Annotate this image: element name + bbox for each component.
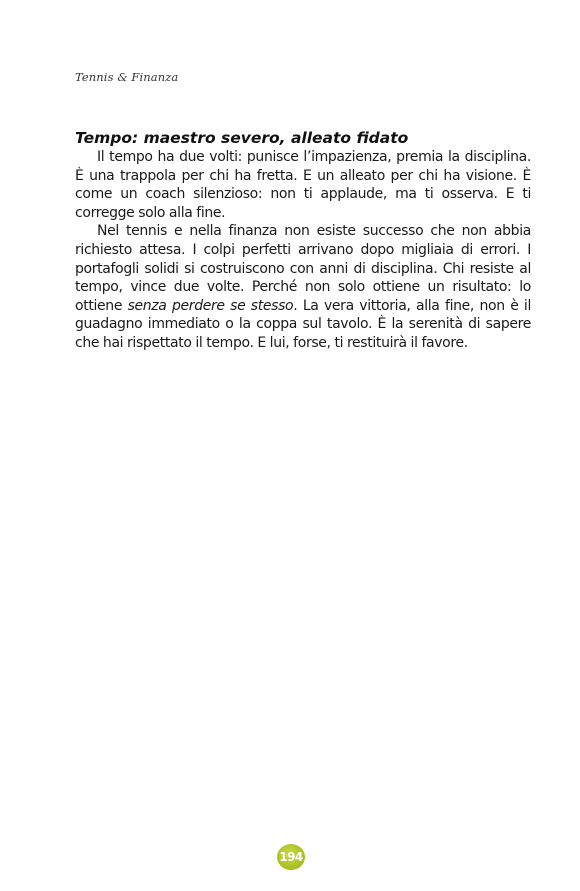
body-paragraph-2 xyxy=(75,222,531,352)
paragraph-2-emphasis: senza perdere se stesso xyxy=(127,297,294,314)
page-content xyxy=(75,128,531,353)
body-paragraph-1: Il tempo ha due volti: punisce l’impazienza, premia la disciplina. È una trappola per chi ha fretta. E un alleato per chi ha visione. È come un coach silenzioso: non ti applaude, ma ti osserva. E ti corregge solo alla fine. xyxy=(75,149,531,221)
page-number-badge xyxy=(277,844,305,870)
section-title: Tempo: maestro severo, alleato fidato xyxy=(75,129,409,147)
paragraph-2-text-start: Nel tennis e nella finanza non esiste successo che non abbia richiesto attesa. I colpi perfetti arrivano dopo migliaia di errori. I portafogli solidi si costruiscono con anni di disciplina. Chi resiste al tempo, vince due volte. Perché non solo ottiene un risultato: lo ottiene xyxy=(75,223,531,314)
page-number: 194 xyxy=(279,850,303,864)
running-header: Tennis & Finanza xyxy=(75,70,179,84)
paragraph-2-text-end: . La vera vittoria, alla fine, non è il guadagno immediato o la coppa sul tavolo. È la serenità di sapere che hai rispettato il tempo. E lui, forse, ti restituirà il favore. xyxy=(75,297,532,351)
